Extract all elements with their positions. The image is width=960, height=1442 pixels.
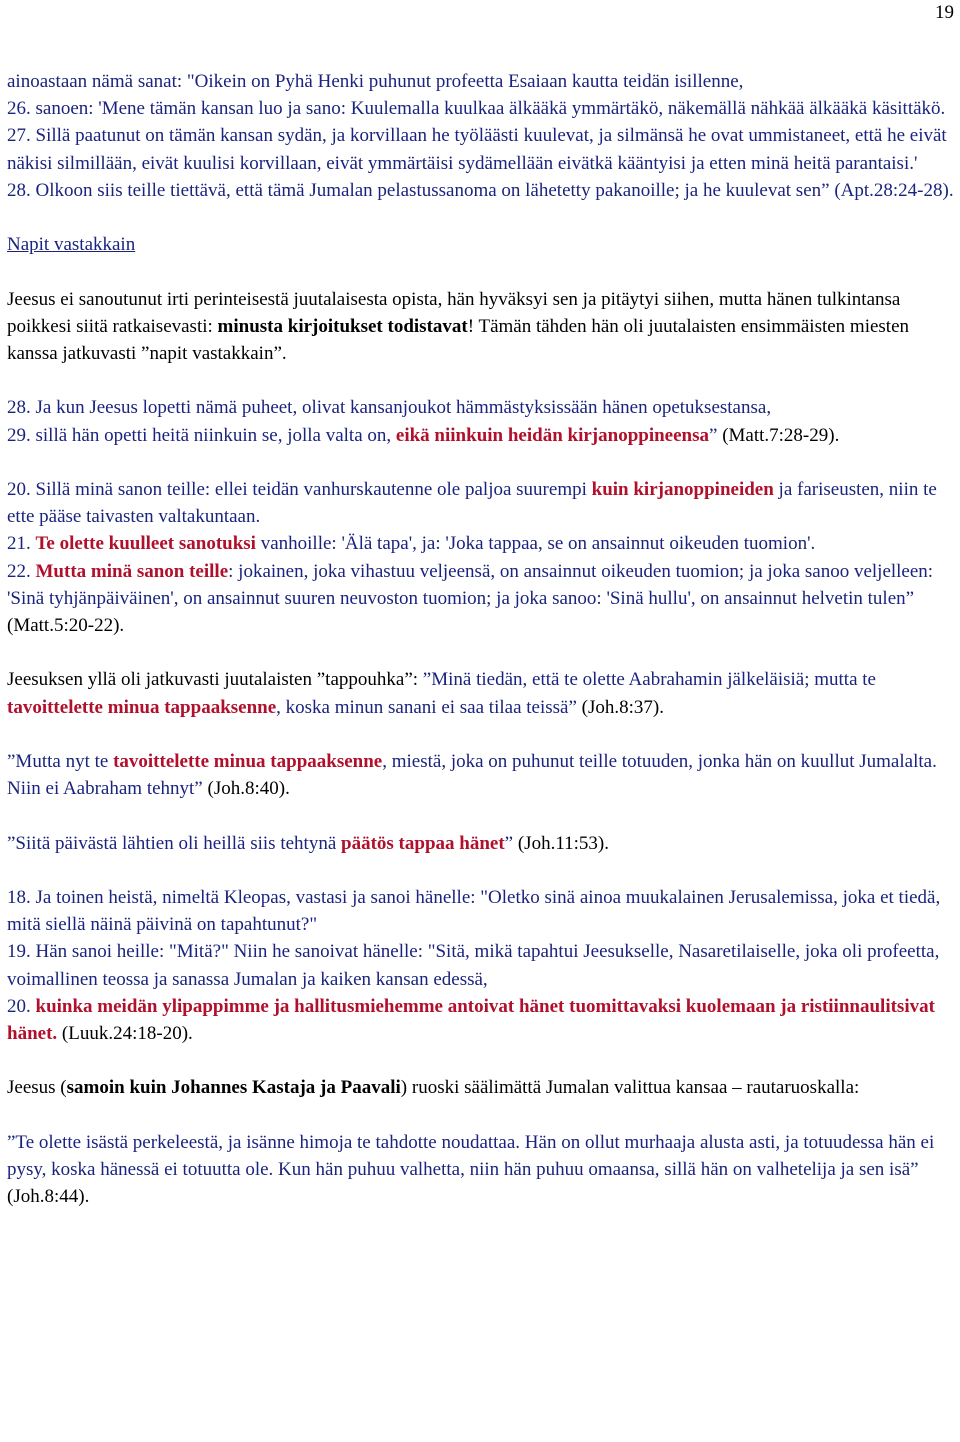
verse-number: 20. [7,995,36,1017]
quote-text-end: , koska minun sanani ei saa tilaa teissä” [276,696,577,718]
luke-24-quote [7,884,955,1047]
quote-text-end: , miestä, joka on puhunut teille totuuden, jonka hän on kuullut Jumalalta. Niin ei Aabraham tehnyt” [7,750,937,800]
commentary-text: Jeesus ( [7,1077,67,1099]
quote-text: ”Siitä päivästä lähtien oli heillä siis tehtynä [7,832,342,854]
verse-29-matt [7,422,955,449]
quote-emphasis: tavoittelette minua tappaaksenne [113,750,383,772]
verse-number: 22. [7,560,36,582]
commentary-emphasis: samoin kuin Johannes Kastaja ja Paavali [66,1077,401,1099]
verse-emphasis: kuinka meidän ylipappimme ja hallitusmiehemme antoivat hänet tuomittavaksi kuolemaan ja ristiinnaulitsivat hänet. [7,995,935,1044]
intro-paragraph [7,286,955,368]
section-title: Napit vastakkain [7,234,136,256]
verse-number: 21. [7,533,36,555]
quote-text: ”Te olette isästä perkeleestä, ja isänne himoja te tahdotte noudattaa. Hän on ollut murhaaja alusta asti, ja totuudessa hän ei pysy, koska hänessä ei totuutta ole. Kun hän puhuu valhetta, niin hän puhuu omaansa, sillä hän on valhetelija ja sen isä” [7,1131,935,1180]
john-8-40-paragraph [7,748,955,802]
verse-emphasis: kuin kirjanoppineiden [591,478,774,500]
matthew-7-quote [7,394,955,448]
lead-text: Jeesuksen yllä oli jatkuvasti juutalaisten ”tappouhka”: [7,669,423,691]
reference: (Joh.8:44). [7,1186,90,1208]
verse-28: 28. Olkoon siis teille tiettävä, että tämä Jumalan pelastussanoma on lähetetty pakanoille; ja he kuulevat sen” (Apt.28:24-28). [7,179,954,201]
commentary-paragraph [7,1074,955,1101]
quote-mark: ” [504,832,514,854]
john-8-37-paragraph [7,666,955,720]
acts-quote-block [7,68,955,204]
verse-text: vanhoille: 'Älä tapa', ja: 'Joka tappaa, se on ansainnut oikeuden tuomion'. [255,533,816,555]
reference: (Joh.8:37). [576,696,664,718]
verse-text: 20. Sillä minä sanon teille: ellei teidän vanhurskautenne ole paljoa suurempi [7,478,592,500]
document-body [7,68,955,1210]
verse-26: 26. sanoen: 'Mene tämän kansan luo ja sano: Kuulemalla kuulkaa älkääkä ymmärtäkö, näkemällä nähkää älkääkä käsittäkö. [7,98,946,120]
john-8-44-paragraph [7,1129,955,1211]
matthew-5-quote [7,476,955,639]
quote-text: ”Minä tiedän, että te olette Aabrahamin jälkeläisiä; mutta te [422,669,876,691]
verse-text: 29. sillä hän opetti heitä niinkuin se, jolla valta on, [7,424,396,446]
reference: (Matt.7:28-29). [717,424,840,446]
verse-20 [7,476,955,530]
verse-emphasis: eikä niinkuin heidän kirjanoppineensa [395,424,709,446]
page-number: 19 [935,2,954,23]
verse-20-luke [7,993,955,1047]
quote-emphasis: tavoittelette minua tappaaksenne [7,696,277,718]
verse-18: 18. Ja toinen heistä, nimeltä Kleopas, vastasi ja sanoi hänelle: "Oletko sinä ainoa muukalainen Jerusalemissa, joka et tiedä, mitä siellä näinä päivinä on tapahtunut?" [7,886,941,936]
intro-text: Jeesus ei sanoutunut irti perinteisestä juutalaisesta opista, hän hyväksyi sen ja pitäytyi siihen, mutta hänen tulkintansa poikkesi siitä ratkaisevasti: [7,288,901,337]
verse-19: 19. Hän sanoi heille: "Mitä?" Niin he sanoivat hänelle: "Sitä, mikä tapahtui Jeesukselle, Nasaretilaiselle, joka oli profeetta, voimallinen teossa ja sanassa Jumalan ja kaiken kansan edessä, [7,941,940,990]
verse-22 [7,558,955,640]
quote-emphasis: päätös tappaa hänet [341,832,505,854]
verse-27: 27. Sillä paatunut on tämän kansan sydän, ja korvillaan he työläästi kuulevat, ja silmänsä he ovat ummistaneet, että he eivät näkisi silmillään, eivät kuulisi korvillaan, eivät ymmärtäisi sydämellään eivätkä kääntyisi ja etten minä heitä parantaisi.' [7,125,947,174]
john-11-53-paragraph [7,830,955,857]
verse-text-end: ja fariseusten, niin te ette pääse taivasten valtakuntaan. [7,478,937,528]
verse-21 [7,530,955,557]
verse-28-matt: 28. Ja kun Jeesus lopetti nämä puheet, olivat kansanjoukot hämmästyksissään hänen opetuksestansa, [7,397,772,419]
reference: (Joh.11:53). [513,832,609,854]
commentary-text-end: ) ruoski säälimättä Jumalan valittua kansaa – rautaruoskalla: [400,1077,860,1099]
reference: (Matt.5:20-22). [7,615,125,636]
reference: (Luuk.24:18-20). [57,1022,193,1044]
quote-text: ”Mutta nyt te [7,750,114,772]
verse-emphasis: Mutta minä sanon teille [35,560,229,582]
reference: (Joh.8:40). [202,778,290,800]
quote-mark: ” [709,424,718,446]
verse-line: ainoastaan nämä sanat: "Oikein on Pyhä Henki puhunut profeetta Esaiaan kautta teidän isillenne, [7,71,744,92]
verse-text: : jokainen, joka vihastuu veljeensä, on ansainnut oikeuden tuomion; ja joka sanoo veljelleen: 'Sinä tyhjänpäiväinen', on ansainnut suuren neuvoston tuomion; ja joka sanoo: 'Sinä hullu', on ansainnut helvetin tulen” [7,560,934,609]
intro-emphasis: minusta kirjoitukset todistavat [217,315,468,337]
intro-text-end: ! Tämän tähden hän oli juutalaisten ensimmäisten miesten kanssa jatkuvasti ”napit vastakkain”. [7,315,910,364]
verse-emphasis: Te olette kuulleet sanotuksi [35,533,256,555]
